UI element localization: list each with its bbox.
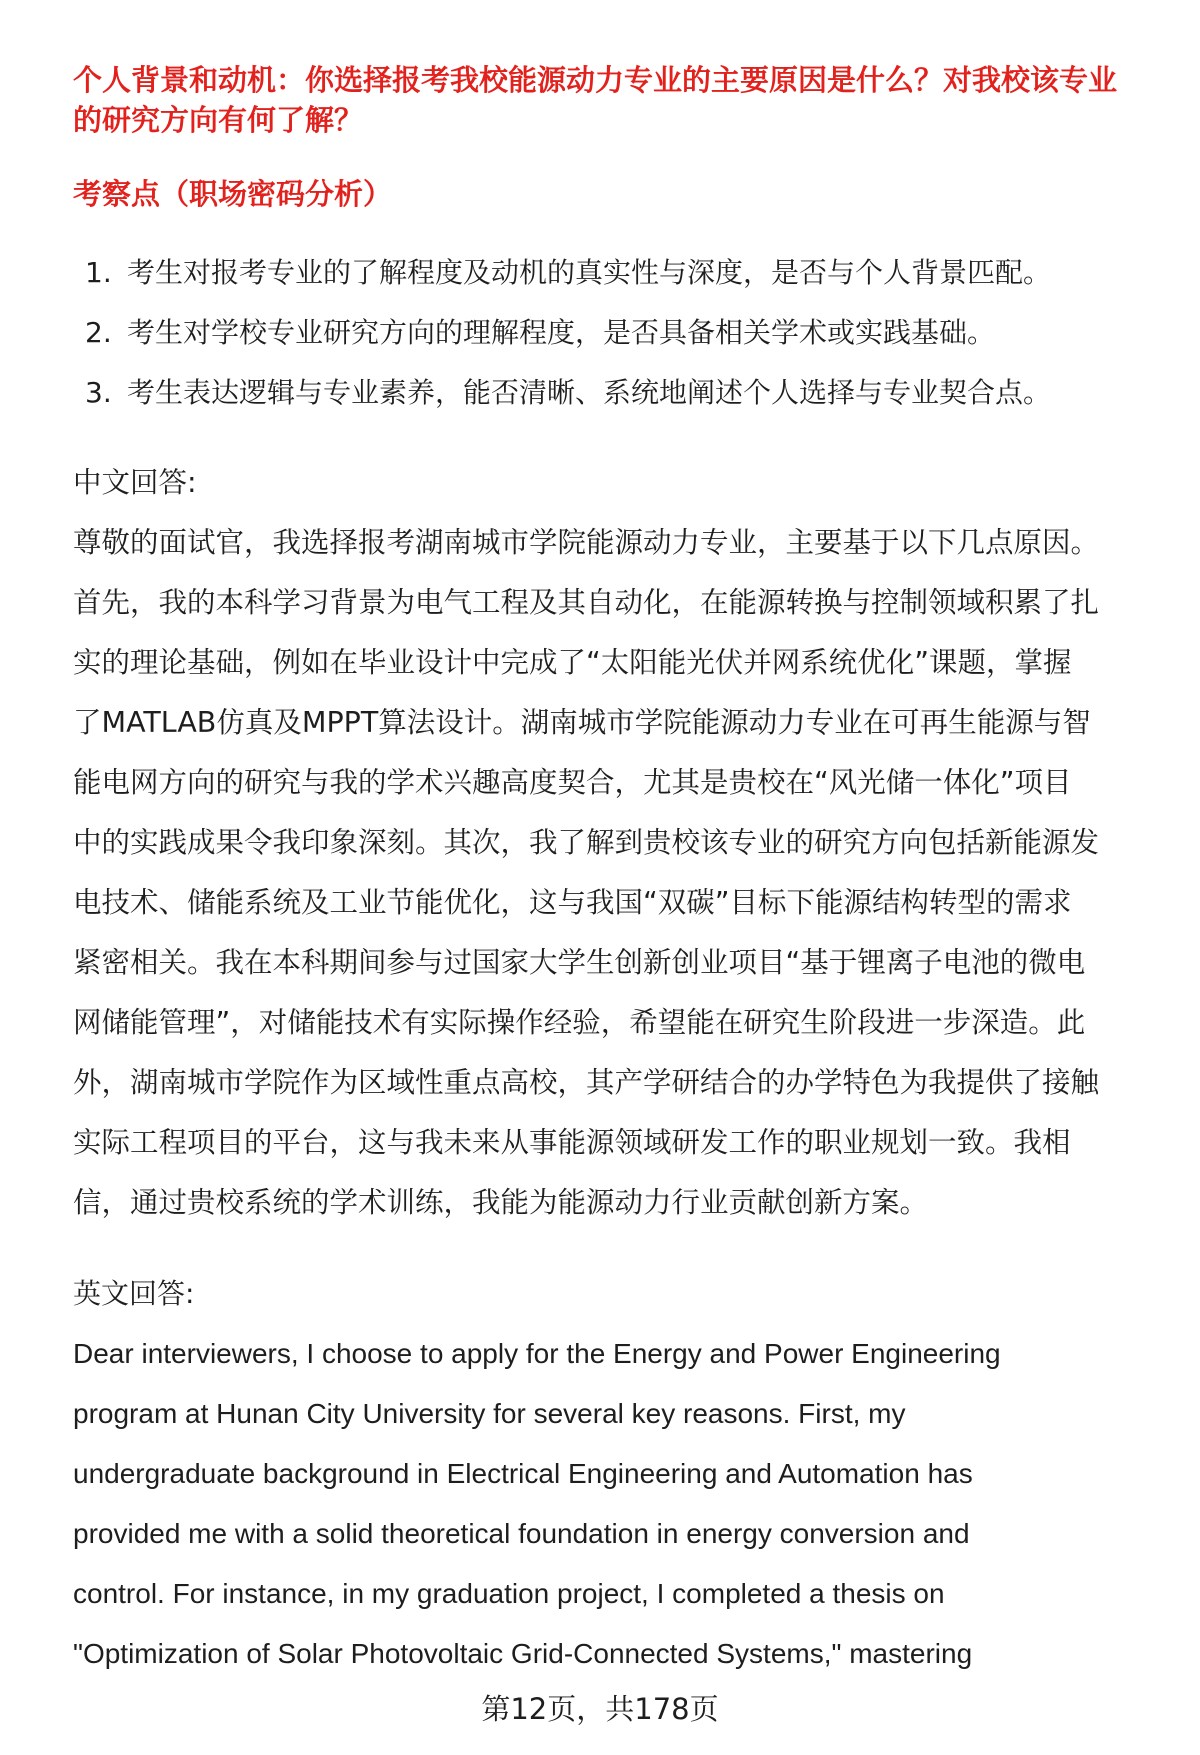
chinese-answer-line: 能电网方向的研究与我的学术兴趣高度契合，尤其是贵校在“风光储一体化”项目 [73, 766, 1072, 799]
question-title [73, 60, 1153, 140]
chinese-answer-line: 紧密相关。我在本科期间参与过国家大学生创新创业项目“基于锂离子电池的微电 [73, 946, 1086, 979]
chinese-answer [73, 453, 1163, 1233]
english-answer-label: 英文回答: [73, 1277, 195, 1310]
chinese-answer-line: 尊敬的面试官，我选择报考湖南城市学院能源动力专业，主要基于以下几点原因。 [73, 526, 1100, 559]
chinese-answer-line: 实的理论基础，例如在毕业设计中完成了“太阳能光伏并网系统优化”课题，掌握 [73, 646, 1072, 679]
english-answer-line: undergraduate background in Electrical Engineering and Automation has [73, 1458, 973, 1489]
chinese-answer-line: 首先，我的本科学习背景为电气工程及其自动化，在能源转换与控制领域积累了扎 [73, 586, 1100, 619]
assessment-point-number: 2. [85, 316, 112, 349]
english-answer-line: Dear interviewers, I choose to apply for the Energy and Power Engineering [73, 1338, 1001, 1369]
assessment-title: 考察点（职场密码分析） [73, 177, 393, 211]
chinese-answer-line: 网储能管理”，对储能技术有实际操作经验，希望能在研究生阶段进一步深造。此 [73, 1006, 1086, 1039]
assessment-point-text: 考生表达逻辑与专业素养，能否清晰、系统地阐述个人选择与专业契合点。 [127, 376, 1052, 409]
chinese-answer-line: 信，通过贵校系统的学术训练，我能为能源动力行业贡献创新方案。 [73, 1186, 929, 1219]
assessment-point-text: 考生对学校专业研究方向的理解程度，是否具备相关学术或实践基础。 [127, 316, 996, 349]
chinese-answer-line: 外，湖南城市学院作为区域性重点高校，其产学研结合的办学特色为我提供了接触 [73, 1066, 1100, 1099]
chinese-answer-line: 中的实践成果令我印象深刻。其次，我了解到贵校该专业的研究方向包括新能源发 [73, 826, 1100, 859]
assessment-point-number: 3. [85, 376, 112, 409]
chinese-answer-line: 了MATLAB仿真及MPPT算法设计。湖南城市学院能源动力专业在可再生能源与智 [73, 706, 1091, 739]
assessment-point-number: 1. [85, 256, 112, 289]
assessment-point [73, 363, 1153, 423]
chinese-answer-line: 实际工程项目的平台，这与我未来从事能源领域研发工作的职业规划一致。我相 [73, 1126, 1071, 1159]
english-answer [73, 1264, 1163, 1684]
english-answer-line: provided me with a solid theoretical foundation in energy conversion and [73, 1518, 970, 1549]
page-number-footer: 第12页，共178页 [481, 1692, 719, 1726]
assessment-points-list [73, 243, 1153, 423]
question-title-line: 的研究方向有何了解？ [73, 103, 364, 137]
assessment-point-text: 考生对报考专业的了解程度及动机的真实性与深度，是否与个人背景匹配。 [127, 256, 1052, 289]
question-title-line: 个人背景和动机：你选择报考我校能源动力专业的主要原因是什么？对我校该专业 [73, 63, 1118, 97]
english-answer-line: program at Hunan City University for several key reasons. First, my [73, 1398, 906, 1429]
english-answer-line: "Optimization of Solar Photovoltaic Grid-Connected Systems," mastering [73, 1638, 973, 1669]
chinese-answer-label: 中文回答: [73, 466, 197, 499]
chinese-answer-line: 电技术、储能系统及工业节能优化，这与我国“双碳”目标下能源结构转型的需求 [73, 886, 1072, 919]
assessment-point [73, 243, 1153, 303]
assessment-point [73, 303, 1153, 363]
english-answer-line: control. For instance, in my graduation project, I completed a thesis on [73, 1578, 945, 1609]
